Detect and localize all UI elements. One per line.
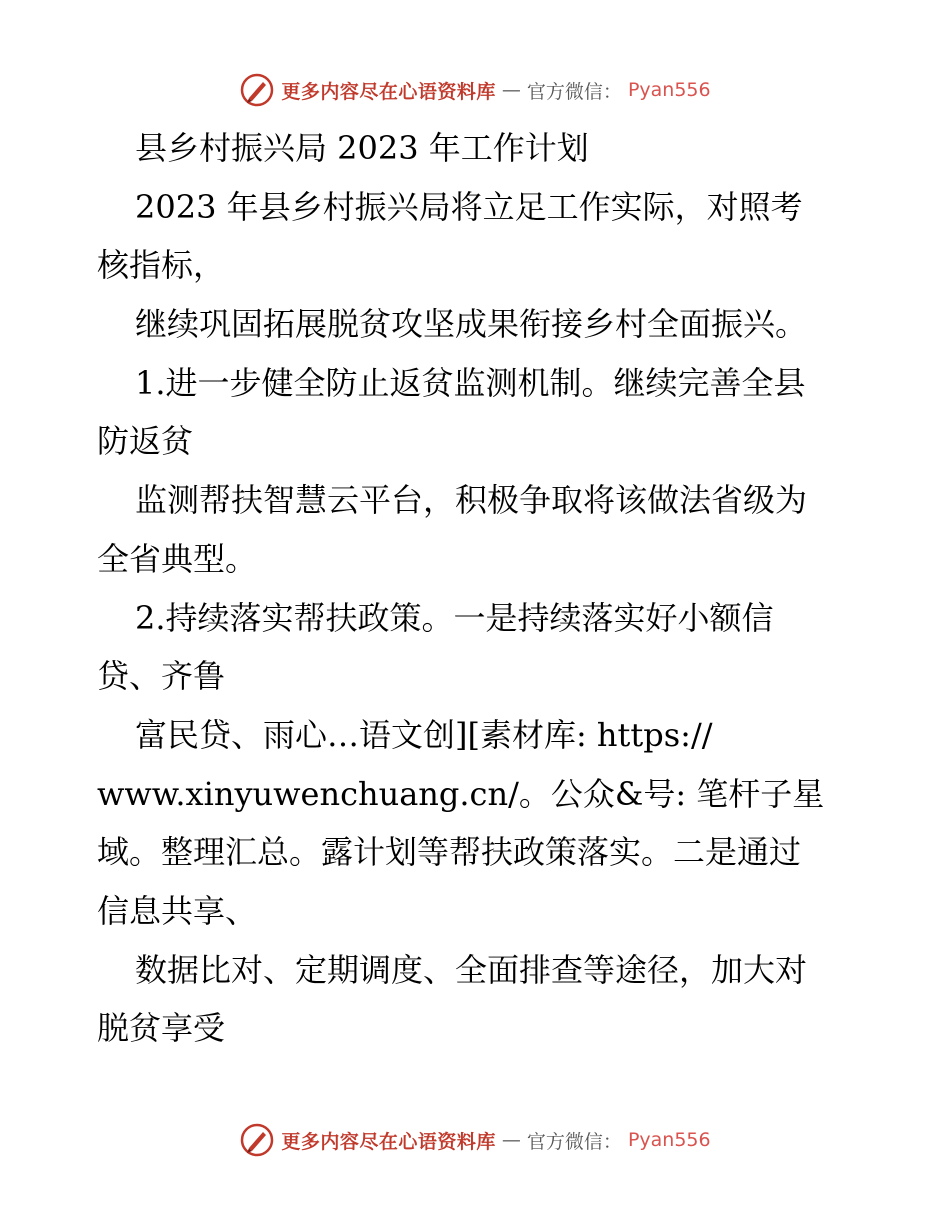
banner-wechat-id: Pyan556 bbox=[627, 79, 711, 101]
text-line: 防返贫 bbox=[97, 422, 194, 461]
banner-separator: — bbox=[501, 79, 521, 101]
text-line: 2023 年县乡村振兴局将立足工作实际，对照考 bbox=[135, 187, 803, 226]
text-line: www.xinyuwenchuang.cn/。公众&号: 笔杆子星 bbox=[97, 774, 825, 813]
banner-separator: — bbox=[501, 1129, 521, 1151]
text-line: 信息共享、 bbox=[97, 891, 258, 930]
text-line: 域。整理汇总。露计划等帮扶政策落实。二是通过 bbox=[97, 833, 802, 872]
text-line: 全省典型。 bbox=[97, 539, 258, 578]
banner-wechat-id: Pyan556 bbox=[627, 1129, 711, 1151]
text-line: 1.进一步健全防止返贫监测机制。继续完善全县 bbox=[135, 363, 806, 402]
pen-logo-icon bbox=[239, 72, 275, 108]
banner-wechat-label: 官方微信： bbox=[526, 80, 622, 103]
text-line: 富民贷、雨心…语文创][素材库: https:// bbox=[135, 715, 713, 754]
banner-wechat-label: 官方微信： bbox=[526, 1130, 622, 1153]
text-line: 继续巩固拓展脱贫攻坚成果衔接乡村全面振兴。 bbox=[135, 305, 808, 344]
text-line: 2.持续落实帮扶政策。一是持续落实好小额信 bbox=[135, 598, 774, 637]
banner-main-text: 更多内容尽在心语资料库 bbox=[281, 80, 496, 103]
document-body bbox=[97, 119, 857, 1058]
text-line: 贷、齐鲁 bbox=[97, 657, 226, 696]
pen-logo-icon bbox=[239, 1122, 275, 1158]
banner-main-text: 更多内容尽在心语资料库 bbox=[281, 1130, 496, 1153]
text-line: 监测帮扶智慧云平台，积极争取将该做法省级为 bbox=[135, 481, 808, 520]
document-title: 县乡村振兴局 2023 年工作计划 bbox=[135, 129, 589, 167]
footer-banner bbox=[0, 1120, 950, 1160]
text-line: 数据比对、定期调度、全面排查等途径，加大对 bbox=[135, 950, 808, 989]
text-line: 核指标， bbox=[97, 246, 226, 285]
text-line: 脱贫享受 bbox=[97, 1009, 226, 1048]
header-banner bbox=[0, 70, 950, 110]
